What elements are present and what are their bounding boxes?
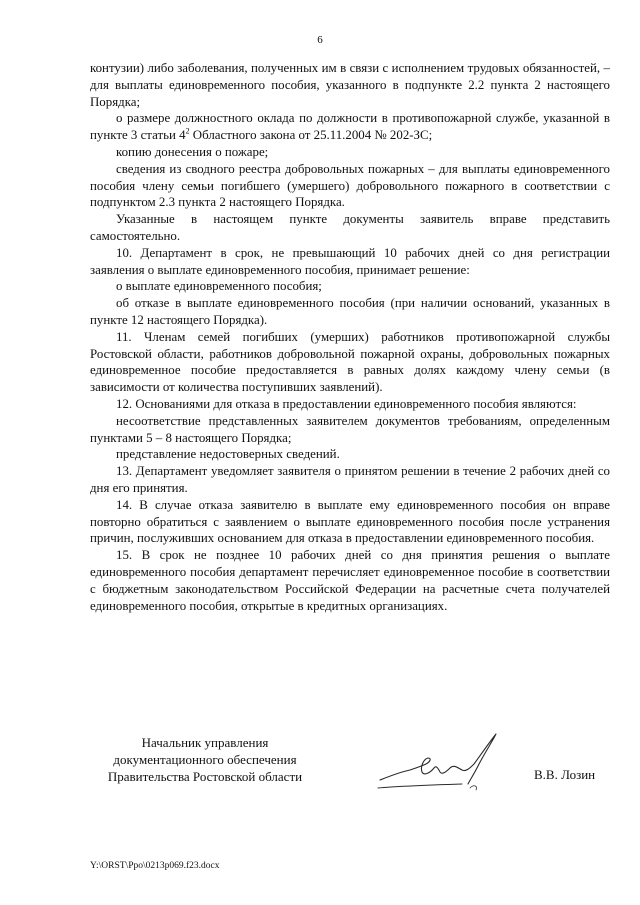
paragraph: контузии) либо заболевания, полученных им в связи с исполнением трудовых обязанностей, – для выплаты единовременного пособия, указанного в подпункте 2.2 пункта 2 настоящего Порядка; [90,61,610,109]
paragraph: 10. Департамент в срок, не превышающий 10 рабочих дней со дня регистрации заявления о выплате единовременного пособия, принимает решение: [90,245,610,277]
paragraph: копию донесения о пожаре; [116,144,269,159]
signatory-title [90,734,320,785]
paragraph: Указанные в настоящем пункте документы заявитель вправе представить самостоятельно. [90,212,610,243]
paragraph: сведения из сводного реестра добровольных пожарных – для выплаты единовременного пособия члену семьи погибшего (умершего) добровольного пожарного в соответствии с подпунктом 2.3 пункта 2 настоящего Порядка. [90,161,610,210]
paragraph-salary [90,110,610,144]
page-number: 6 [317,34,323,46]
signer-name: В.В. Лозин [534,767,596,782]
document-body [90,60,610,614]
signatory-title-line: документационного обеспечения [113,752,297,767]
signatory-title-line: Правительства Ростовской области [107,769,303,784]
signatory-title-line: Начальник управления [141,735,269,750]
paragraph-text: Областного закона от 25.11.2004 № 202-ЗС; [189,128,433,143]
paragraph: 15. В срок не позднее 10 рабочих дней со дня принятия решения о выплате единовременного пособия департамент перечисляет единовременное пособие в соответствии с бюджетным законодательством Российской Федерации на расчетные счета получателей единовременного пособия, открытые в кредитных организациях. [90,548,610,613]
paragraph-text: о размере должностного оклада по должности в противопожарной службе, указанной в пункте 3 статьи 4 [90,111,610,143]
paragraph: 11. Членам семей погибших (умерших) работников противопожарной службы Ростовской области, работников добровольной пожарной охраны, добровольных пожарных единовременное пособие предоставляется в равных долях каждому члену семьи (в зависимости от количества поступивших заявлений). [90,329,610,395]
paragraph: о выплате единовременного пособия; [116,279,322,294]
paragraph: несоответствие представленных заявителем документов требованиям, определенным пунктами 5 – 8 настоящего Порядка; [90,413,610,445]
handwritten-signature [370,728,520,798]
paragraph: 14. В случае отказа заявителю в выплате ему единовременного пособия он вправе повторно обратиться с заявлением о выплате единовременного пособия после устранения причин, послуживших основанием для отказа в предоставлении единовременного пособия. [90,497,610,546]
file-path: Y:\ORST\Ppo\0213p069.f23.docx [90,861,220,871]
paragraph: 12. Основаниями для отказа в предоставлении единовременного пособия являются: [116,396,577,411]
superscript: 2 [185,126,190,136]
paragraph: об отказе в выплате единовременного пособия (при наличии оснований, указанных в пункте 12 настоящего Порядка). [90,296,610,327]
paragraph: представление недостоверных сведений. [116,447,340,462]
paragraph: 13. Департамент уведомляет заявителя о принятом решении в течение 2 рабочих дней со дня его принятия. [90,464,610,495]
